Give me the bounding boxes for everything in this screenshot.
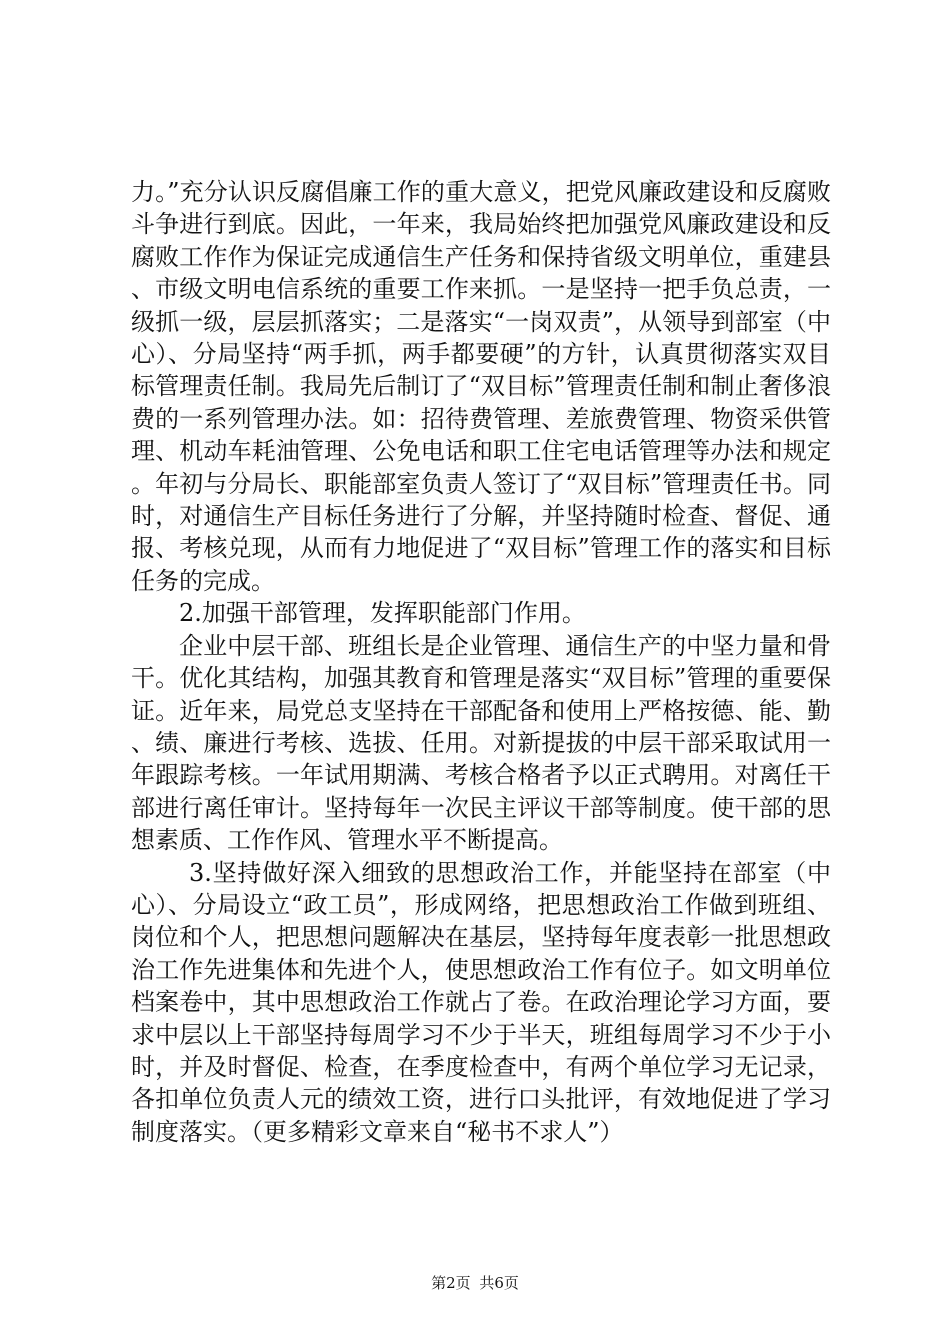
paragraph-cadre-management: 企业中层干部、班组长是企业管理、通信生产的中坚力量和骨干。优化其结构，加强其教育和管理是落实“双目标”管理的重要保证。近年来，局党总支坚持在干部配备和使用上严格按德、能、勤、绩、廉进行考核、选拔、任用。对新提拔的中层干部采取试用一年跟踪考核。一年试用期满、考核合格者予以正式聘用。对离任干部进行离任审计。坚持每年一次民主评议干部等制度。使干部的思想素质、工作作风、管理水平不断提高。 <box>131 631 831 855</box>
paragraph-political-work: 3.坚持做好深入细致的思想政治工作，并能坚持在部室（中心）、分局设立“政工员”，形成网络，把思想政治工作做到班组、岗位和个人，把思想问题解决在基层，坚持每年度表彰一批思想政治工作先进集体和先进个人，使思想政治工作有位子。如文明单位档案卷中，其中思想政治工作就占了卷。在政治理论学习方面，要求中层以上干部坚持每周学习不少于半天，班组每周学习不少于小时，并及时督促、检查，在季度检查中，有两个单位学习无记录，各扣单位负责人元的绩效工资，进行口头批评，有效地促进了学习制度落实。（更多精彩文章来自“秘书不求人”） <box>131 858 831 1146</box>
paragraph-party-conduct: 力。”充分认识反腐倡廉工作的重大意义，把党风廉政建设和反腐败斗争进行到底。因此，一年来，我局始终把加强党风廉政建设和反腐败工作作为保证完成通信生产任务和保持省级文明单位，重建县、市级文明电信系统的重要工作来抓。一是坚持一把手负总责，一级抓一级，层层抓落实；二是落实“一岗双责”，从领导到部室（中心）、分局坚持“两手抓，两手都要硬”的方针，认真贯彻落实双目标管理责任制。我局先后制订了“双目标”管理责任制和制止奢侈浪费的一系列管理办法。如：招待费管理、差旅费管理、物资采供管理、机动车耗油管理、公免电话和职工住宅电话管理等办法和规定。年初与分局长、职能部室负责人签订了“双目标”管理责任书。同时，对通信生产目标任务进行了分解，并坚持随时检查、督促、通报、考核兑现，从而有力地促进了“双目标”管理工作的落实和目标任务的完成。 <box>131 178 831 595</box>
section-heading-cadre-management: 2.加强干部管理，发挥职能部门作用。 <box>179 599 586 628</box>
page-number-footer: 第2页 共6页 <box>431 1274 519 1292</box>
document-body <box>131 176 831 1148</box>
